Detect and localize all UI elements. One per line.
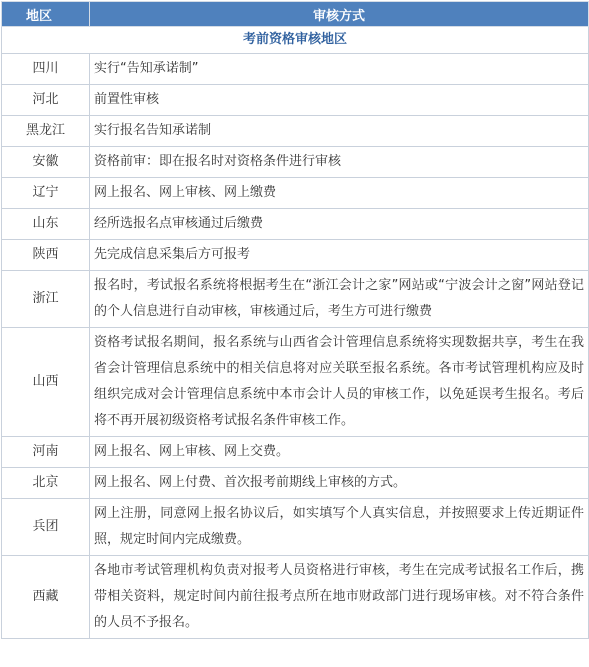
region-cell: 兵团 [2,499,90,556]
section-subheader: 考前资格审核地区 [2,27,589,54]
region-cell: 北京 [2,468,90,499]
table-row [2,178,589,209]
table-row [2,147,589,178]
table-row [2,556,589,639]
region-cell: 陕西 [2,240,90,271]
region-cell: 四川 [2,54,90,85]
table-header-row [2,2,589,27]
method-cell: 先完成信息采集后方可报考 [90,240,589,271]
method-cell: 网上报名、网上审核、网上交费。 [90,437,589,468]
region-cell: 山东 [2,209,90,240]
region-cell: 河北 [2,85,90,116]
table-row [2,328,589,437]
audit-method-table [1,1,589,639]
region-cell: 山西 [2,328,90,437]
table-row [2,499,589,556]
region-cell: 黑龙江 [2,116,90,147]
table-row [2,54,589,85]
method-column-header: 审核方式 [90,2,589,27]
method-cell: 各地市考试管理机构负责对报考人员资格进行审核，考生在完成考试报名工作后，携带相关资料，规定时间内前往报考点所在地市财政部门进行现场审核。对不符合条件的人员不予报名。 [90,556,589,639]
method-cell: 实行“告知承诺制” [90,54,589,85]
table-row [2,240,589,271]
region-cell: 辽宁 [2,178,90,209]
method-cell: 前置性审核 [90,85,589,116]
section-subheader-row [2,27,589,54]
region-cell: 西藏 [2,556,90,639]
method-cell: 网上注册，同意网上报名协议后，如实填写个人真实信息，并按照要求上传近期证件照，规定时间内完成缴费。 [90,499,589,556]
table-row [2,209,589,240]
table-row [2,116,589,147]
method-cell: 实行报名告知承诺制 [90,116,589,147]
region-cell: 河南 [2,437,90,468]
table-row [2,271,589,328]
table-row [2,468,589,499]
region-cell: 浙江 [2,271,90,328]
method-cell: 经所选报名点审核通过后缴费 [90,209,589,240]
method-cell: 资格考试报名期间，报名系统与山西省会计管理信息系统将实现数据共享，考生在我省会计管理信息系统中的相关信息将对应关联至报名系统。各市考试管理机构应及时组织完成对会计管理信息系统中本市会计人员的审核工作，以免延误考生报名。考后将不再开展初级资格考试报名条件审核工作。 [90,328,589,437]
region-cell: 安徽 [2,147,90,178]
table-row [2,85,589,116]
method-cell: 网上报名、网上审核、网上缴费 [90,178,589,209]
table-row [2,437,589,468]
method-cell: 报名时，考试报名系统将根据考生在“浙江会计之家”网站或“宁波会计之窗”网站登记的个人信息进行自动审核，审核通过后，考生方可进行缴费 [90,271,589,328]
method-cell: 资格前审：即在报名时对资格条件进行审核 [90,147,589,178]
method-cell: 网上报名、网上付费、首次报考前期线上审核的方式。 [90,468,589,499]
region-column-header: 地区 [2,2,90,27]
